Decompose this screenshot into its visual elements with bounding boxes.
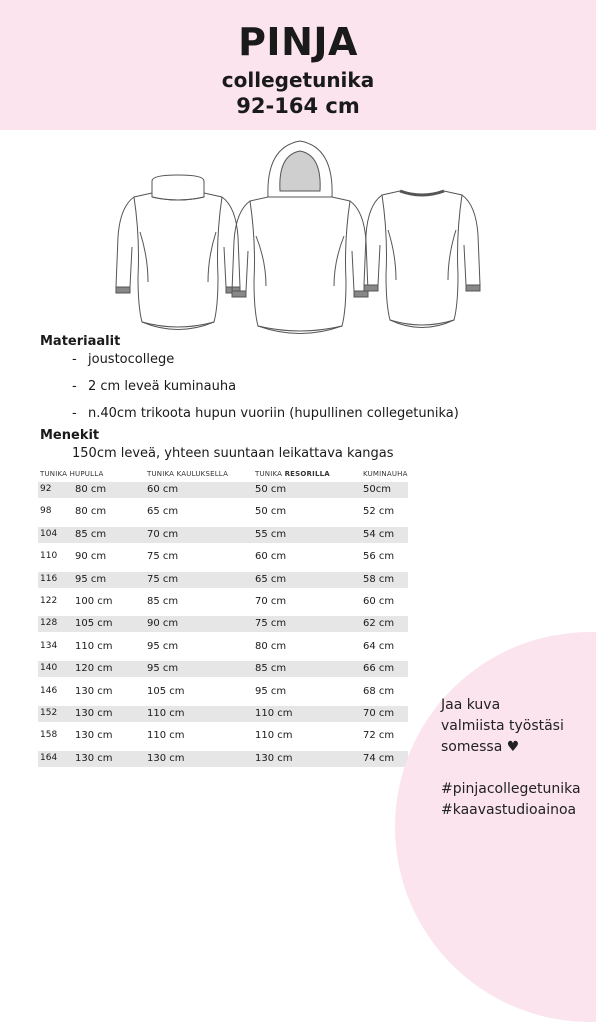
promo-line: valmiista työstäsi	[441, 718, 564, 734]
table-row	[38, 572, 408, 588]
value-cell: 70 cm	[147, 528, 179, 540]
value-cell: 64 cm	[363, 640, 395, 652]
table-row	[38, 594, 408, 610]
materials-title: Materiaalit	[40, 334, 121, 349]
size-cell: 146	[40, 685, 58, 696]
table-row	[38, 639, 408, 655]
value-cell: 66 cm	[363, 663, 395, 675]
value-cell: 110 cm	[147, 730, 185, 742]
value-cell: 95 cm	[75, 573, 107, 585]
value-cell: 68 cm	[363, 685, 395, 697]
value-cell: 50cm	[363, 484, 391, 495]
table-row	[38, 549, 408, 565]
materials-item: - n.40cm trikoota hupun vuoriin (hupullinen collegetunika)	[72, 406, 459, 421]
value-cell: 95 cm	[255, 685, 287, 697]
size-cell: 110	[40, 551, 58, 562]
value-cell: 74 cm	[363, 752, 395, 764]
value-cell: 100 cm	[75, 596, 113, 607]
size-cell: 158	[40, 730, 58, 741]
size-range: 92-164 cm	[236, 94, 360, 118]
size-cell: 92	[40, 484, 52, 494]
size-cell: 140	[40, 663, 58, 674]
pattern-title: PINJA	[238, 20, 358, 64]
value-cell: 56 cm	[363, 551, 395, 563]
table-header-elastic: KUMINAUHA	[363, 470, 408, 478]
value-cell: 80 cm	[75, 484, 107, 495]
value-cell: 52 cm	[363, 506, 395, 518]
table-row	[38, 661, 408, 677]
value-cell: 110 cm	[255, 708, 293, 719]
value-cell: 110 cm	[255, 730, 293, 742]
value-cell: 60 cm	[147, 484, 179, 495]
garment-illustrations	[100, 137, 500, 347]
promo-line: somessa ♥	[441, 739, 520, 755]
value-cell: 130 cm	[75, 752, 113, 764]
table-row	[38, 504, 408, 520]
value-cell: 70 cm	[255, 596, 287, 607]
value-cell: 60 cm	[255, 551, 287, 563]
materials-item-text: 2 cm leveä kuminauha	[88, 379, 237, 394]
materials-item-text: joustocollege	[88, 352, 175, 367]
tunic-with-hood-illustration	[232, 141, 368, 334]
value-cell: 130 cm	[255, 752, 293, 764]
consumption-title: Menekit	[40, 428, 100, 443]
promo-hashtag: #kaavastudioainoa	[441, 802, 577, 818]
value-cell: 80 cm	[255, 640, 287, 652]
size-cell: 98	[40, 506, 52, 517]
value-cell: 95 cm	[147, 640, 179, 652]
table-header-hood: TUNIKA HUPULLA	[40, 470, 104, 478]
materials-item: - joustocollege	[72, 352, 175, 367]
table-row	[38, 482, 408, 498]
promo-circle	[395, 632, 596, 1022]
value-cell: 85 cm	[75, 528, 107, 540]
value-cell: 110 cm	[75, 640, 113, 652]
table-row	[38, 684, 408, 700]
value-cell: 105 cm	[147, 685, 185, 697]
size-cell: 128	[40, 618, 58, 629]
value-cell: 58 cm	[363, 573, 395, 585]
value-cell: 90 cm	[75, 551, 107, 563]
value-cell: 75 cm	[147, 573, 179, 585]
table-row	[38, 527, 408, 543]
value-cell: 90 cm	[147, 618, 179, 630]
value-cell: 110 cm	[147, 708, 185, 719]
value-cell: 85 cm	[255, 663, 287, 675]
pattern-subtitle: collegetunika	[221, 68, 375, 92]
size-cell: 104	[40, 528, 58, 539]
promo-line: Jaa kuva	[441, 697, 501, 713]
size-cell: 116	[40, 573, 58, 584]
value-cell: 120 cm	[75, 663, 113, 675]
value-cell: 95 cm	[147, 663, 179, 675]
value-cell: 55 cm	[255, 528, 287, 540]
value-cell: 85 cm	[147, 596, 179, 607]
size-cell: 152	[40, 708, 58, 718]
table-header-ribbing: TUNIKA RESORILLA	[255, 470, 330, 478]
value-cell: 54 cm	[363, 528, 395, 540]
value-cell: 70 cm	[363, 708, 395, 719]
materials-item: - 2 cm leveä kuminauha	[72, 379, 237, 394]
promo-hashtag: #pinjacollegetunika	[441, 781, 581, 797]
value-cell: 50 cm	[255, 506, 287, 518]
size-cell: 122	[40, 596, 58, 606]
value-cell: 130 cm	[147, 752, 185, 764]
materials-item-text: n.40cm trikoota hupun vuoriin (hupullinen collegetunika)	[88, 406, 459, 421]
value-cell: 50 cm	[255, 484, 287, 495]
table-row	[38, 728, 408, 744]
value-cell: 75 cm	[147, 551, 179, 563]
value-cell: 130 cm	[75, 708, 113, 719]
value-cell: 72 cm	[363, 730, 395, 742]
table-row	[38, 751, 408, 767]
value-cell: 130 cm	[75, 730, 113, 742]
header-band	[0, 0, 596, 130]
value-cell: 80 cm	[75, 506, 107, 518]
value-cell: 65 cm	[147, 506, 179, 518]
tunic-with-collar-illustration	[116, 175, 240, 330]
table-row	[38, 706, 408, 722]
size-cell: 164	[40, 752, 58, 763]
value-cell: 105 cm	[75, 618, 113, 630]
table-header-collar: TUNIKA KAULUKSELLA	[147, 470, 229, 478]
tunic-with-ribbing-illustration	[364, 191, 480, 328]
consumption-description: 150cm leveä, yhteen suuntaan leikattava kangas	[72, 446, 394, 461]
table-row	[38, 616, 408, 632]
value-cell: 130 cm	[75, 685, 113, 697]
value-cell: 60 cm	[363, 596, 395, 607]
value-cell: 65 cm	[255, 573, 287, 585]
value-cell: 62 cm	[363, 618, 395, 630]
value-cell: 75 cm	[255, 618, 287, 630]
size-cell: 134	[40, 640, 58, 651]
